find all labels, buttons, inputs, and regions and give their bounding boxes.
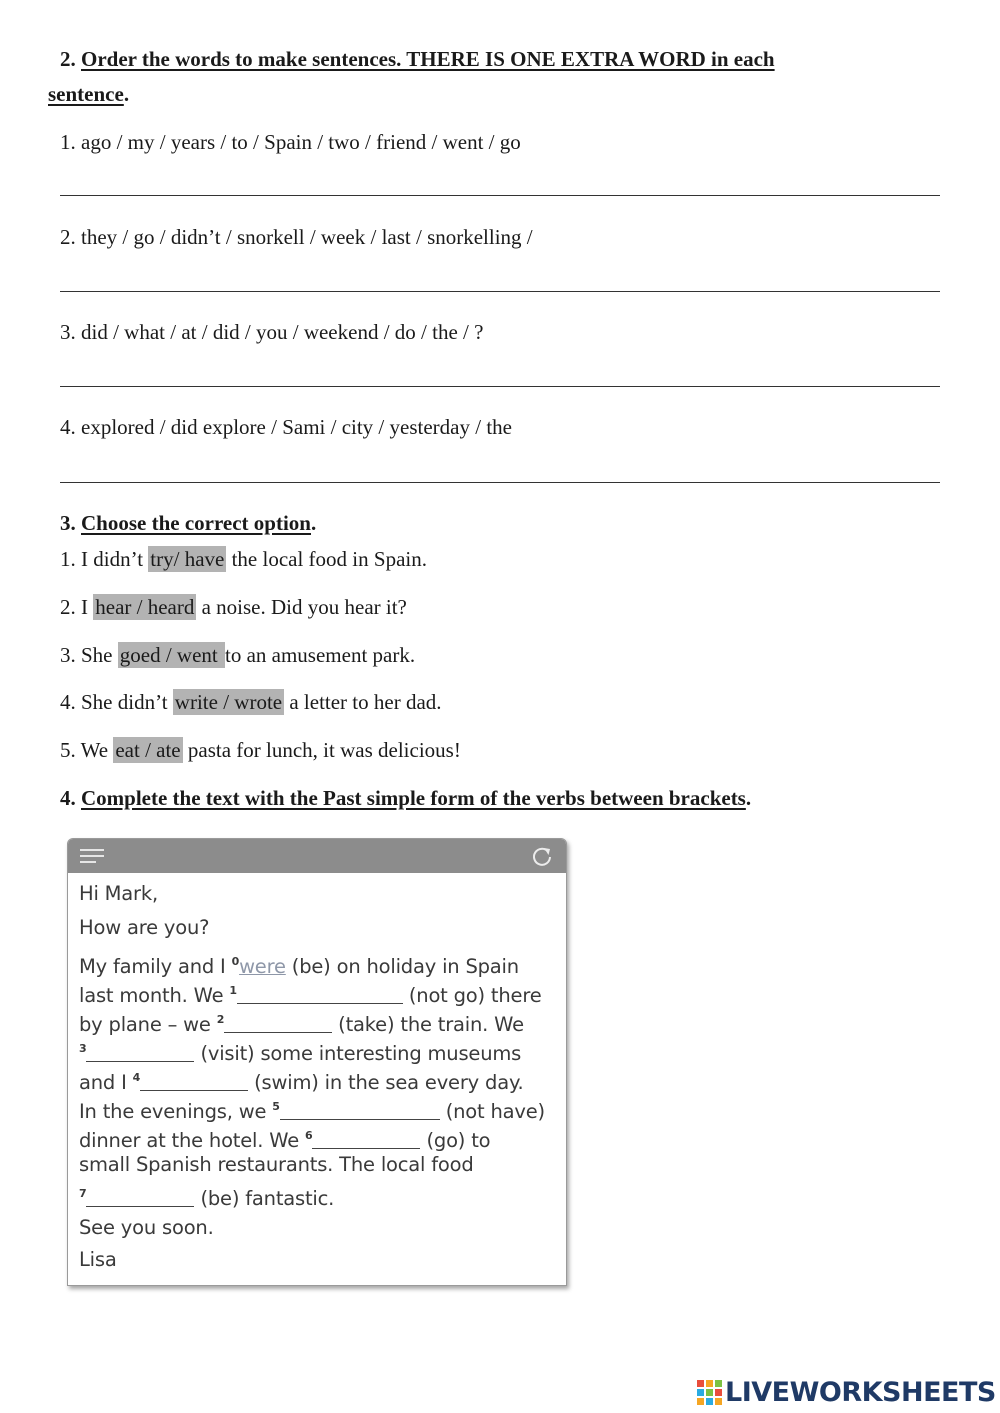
message-card <box>67 838 567 1286</box>
option-dropdown[interactable]: try/ have <box>150 547 225 571</box>
message-line: $^3$ (visit) some interesting museums <box>79 1042 522 1065</box>
gap-input-3[interactable] <box>86 1043 194 1062</box>
message-greeting: Hi Mark, <box>79 882 158 905</box>
answer-input-3[interactable] <box>60 358 944 388</box>
choice-item: 1. I didn’t try/ have the local food in Spain. <box>60 547 427 571</box>
section2-item-3: 3. did / what / at / did / you / weekend / do / the / ? <box>60 320 484 344</box>
message-line: dinner at the hotel. We $^6$ (go) to <box>79 1129 491 1152</box>
section2-heading-cont: sentence. <box>48 82 130 106</box>
refresh-icon <box>530 845 554 869</box>
choice-item: 2. I hear / heard a noise. Did you hear it? <box>60 595 407 619</box>
section4-heading: 4. Complete the text with the Past simple form of the verbs between brackets. <box>60 786 752 810</box>
gap-input-2[interactable] <box>224 1014 332 1033</box>
answer-line <box>60 195 940 196</box>
message-line: In the evenings, we $^5$ (not have) <box>79 1100 545 1123</box>
answer-line <box>60 291 940 292</box>
answer-line <box>60 482 940 483</box>
message-line: and I $^4$ (swim) in the sea every day. <box>79 1071 524 1094</box>
message-card-header <box>68 839 566 873</box>
section3-title: Choose the correct option <box>81 511 311 535</box>
section3-heading: 3. Choose the correct option. <box>60 511 317 535</box>
option-dropdown[interactable]: hear / heard <box>95 595 195 619</box>
answer-input-1[interactable] <box>60 168 944 198</box>
example-answer: were <box>239 955 286 978</box>
option-dropdown[interactable]: eat / ate <box>115 738 181 762</box>
answer-input-4[interactable] <box>60 454 944 484</box>
gap-input-1[interactable] <box>237 985 403 1004</box>
section4-title: Complete the text with the Past simple form of the verbs between brackets <box>81 786 746 810</box>
section2-title: Order the words to make sentences. THERE IS ONE EXTRA WORD in each <box>81 47 775 71</box>
option-dropdown[interactable]: write / wrote <box>174 690 283 714</box>
section2-heading: 2. Order the words to make sentences. THERE IS ONE EXTRA WORD in each <box>60 47 775 71</box>
gap-input-6[interactable] <box>312 1130 420 1149</box>
logo-icon <box>697 1380 723 1406</box>
answer-line <box>60 386 940 387</box>
message-line: $^7$ (be) fantastic. <box>79 1187 335 1210</box>
answer-input-2[interactable] <box>60 263 944 293</box>
menu-icon <box>80 848 106 866</box>
message-line: last month. We $^1$ (not go) there <box>79 984 542 1007</box>
choice-item: 3. She goed / went to an amusement park. <box>60 643 416 667</box>
message-signature: Lisa <box>79 1248 117 1271</box>
section2-item-4: 4. explored / did explore / Sami / city / yesterday / the <box>60 415 512 439</box>
choice-item: 5. We eat / ate pasta for lunch, it was delicious! <box>60 738 461 762</box>
choice-item: 4. She didn’t write / wrote a letter to her dad. <box>60 690 442 714</box>
section2-item-2: 2. they / go / didn’t / snorkell / week / last / snorkelling / <box>60 225 533 249</box>
logo-text: LIVEWORKSHEETS <box>725 1377 996 1408</box>
gap-input-5[interactable] <box>280 1101 440 1120</box>
message-line: My family and I $^0$were (be) on holiday in Spain <box>79 955 519 978</box>
message-closing: See you soon. <box>79 1216 214 1239</box>
gap-input-7[interactable] <box>86 1188 194 1207</box>
message-line: small Spanish restaurants. The local food <box>79 1153 474 1176</box>
option-dropdown[interactable]: goed / went <box>119 643 223 667</box>
message-question: How are you? <box>79 916 210 939</box>
gap-input-4[interactable] <box>140 1072 248 1091</box>
section2-item-1: 1. ago / my / years / to / Spain / two / friend / went / go <box>60 130 521 154</box>
message-line: by plane – we $^2$ (take) the train. We <box>79 1013 524 1036</box>
